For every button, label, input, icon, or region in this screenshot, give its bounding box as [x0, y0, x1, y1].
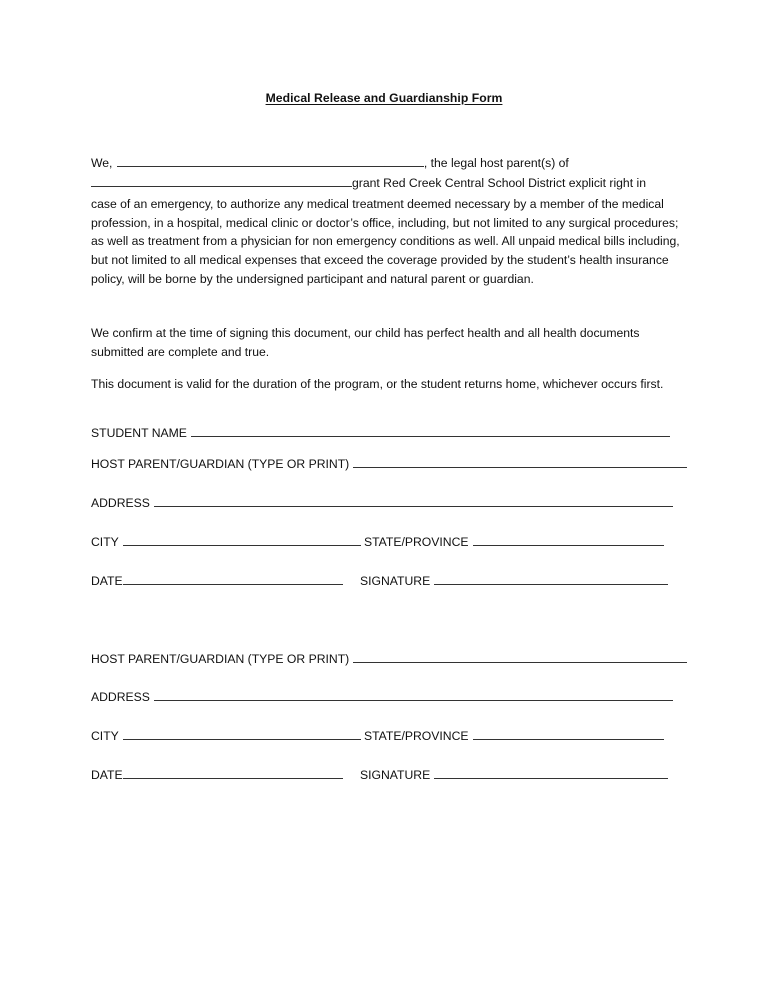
intro-line-2: [91, 174, 646, 192]
guardian-2-date-field[interactable]: [123, 767, 343, 779]
student-name-label: STUDENT NAME: [91, 426, 187, 440]
guardian-1-date-label: DATE: [91, 574, 123, 588]
guardian-1-date-signature-row: [91, 573, 671, 589]
student-name-intro-blank[interactable]: [91, 175, 352, 187]
guardian-1-address-row: [91, 495, 673, 511]
guardian-1-date-field[interactable]: [123, 573, 343, 585]
guardian-1-signature-group: [360, 573, 668, 589]
intro-grant-text: grant Red Creek Central School District explicit right in: [352, 176, 646, 190]
guardian-2-address-row: [91, 689, 673, 705]
host-parent-names-blank[interactable]: [117, 155, 424, 167]
guardian-2-state-group: [364, 728, 664, 744]
guardian-1-city-label: CITY: [91, 535, 119, 549]
guardian-1-city-state-row: [91, 534, 671, 550]
student-name-row: [91, 425, 670, 441]
guardian-1-state-field[interactable]: [473, 534, 664, 546]
guardian-2-date-signature-row: [91, 767, 671, 783]
guardian-2-city-field[interactable]: [123, 728, 361, 740]
guardian-2-address-field[interactable]: [154, 689, 673, 701]
guardian-2-date-label: DATE: [91, 768, 123, 782]
consent-paragraph: case of an emergency, to authorize any medical treatment deemed necessary by a member of the medical profession, in a hospital, medical clinic or doctor’s office, including, but not limited to any surgical procedures; as well as treatment from a physician for non emergency conditions as well. All unpaid medical bills including, but not limited to all medical expenses that exceed the coverage provided by the student’s health insurance policy, will be borne by the undersigned participant and natural parent or guardian.: [91, 197, 680, 286]
guardian-2-city-label: CITY: [91, 729, 119, 743]
guardian-1-signature-field[interactable]: [434, 573, 668, 585]
intro-we-label: We,: [91, 156, 113, 170]
guardian-2-signature-label: SIGNATURE: [360, 768, 431, 782]
guardian-2-state-field[interactable]: [473, 728, 664, 740]
validity-paragraph: This document is valid for the duration of the program, or the student returns home, whichever occurs first.: [91, 377, 664, 391]
guardian-2-name-label: HOST PARENT/GUARDIAN (TYPE OR PRINT): [91, 652, 350, 666]
guardian-1-address-label: ADDRESS: [91, 496, 150, 510]
guardian-2-city-state-row: [91, 728, 671, 744]
guardian-2-state-label: STATE/PROVINCE: [364, 729, 469, 743]
guardian-1-name-label: HOST PARENT/GUARDIAN (TYPE OR PRINT): [91, 457, 350, 471]
guardian-1-name-field[interactable]: [353, 456, 687, 468]
student-name-field[interactable]: [191, 425, 670, 437]
guardian-1-state-group: [364, 534, 664, 550]
health-confirmation-paragraph: We confirm at the time of signing this document, our child has perfect health and all health documents submitted are complete and true.: [91, 326, 640, 359]
guardian-1-address-field[interactable]: [154, 495, 673, 507]
document-title: Medical Release and Guardianship Form: [265, 91, 503, 105]
guardian-2-name-field[interactable]: [353, 651, 687, 663]
guardian-1-city-field[interactable]: [123, 534, 361, 546]
guardian-2-signature-field[interactable]: [434, 767, 668, 779]
guardian-1-state-label: STATE/PROVINCE: [364, 535, 469, 549]
guardian-2-signature-group: [360, 767, 668, 783]
guardian-1-signature-label: SIGNATURE: [360, 574, 431, 588]
intro-legal-host-text: , the legal host parent(s) of: [423, 156, 569, 170]
guardian-2-name-row: [91, 651, 687, 667]
guardian-1-name-row: [91, 456, 687, 472]
intro-line-1: [91, 154, 569, 172]
guardian-2-address-label: ADDRESS: [91, 690, 150, 704]
